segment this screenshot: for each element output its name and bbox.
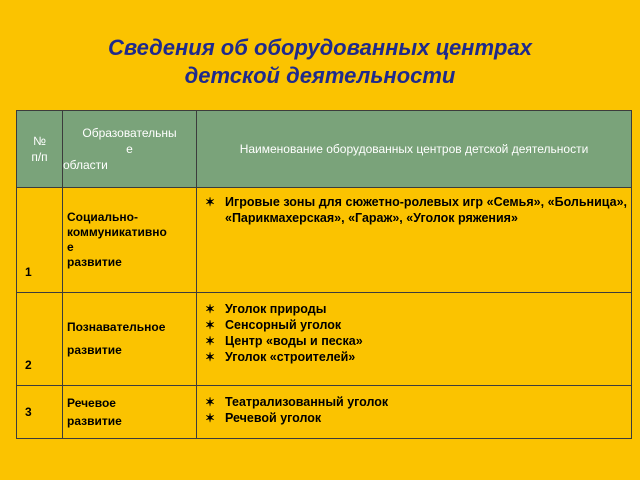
row-area <box>63 293 197 386</box>
list-item <box>201 333 627 349</box>
center-text: Уголок природы <box>225 302 327 316</box>
row-centers <box>197 386 632 439</box>
star-bullet-icon: ✶ <box>205 302 216 316</box>
slide-title-line-2: детской деятельности <box>184 63 456 88</box>
row-area-line: развитие <box>67 413 122 428</box>
row-area-line: е <box>67 240 74 254</box>
header-number <box>17 111 63 188</box>
star-bullet-icon: ✶ <box>205 350 216 364</box>
row-area-line: развитие <box>67 255 122 269</box>
slide-title-line-1: Сведения об оборудованных центрах <box>108 35 532 60</box>
header-area <box>63 111 197 188</box>
row-area-line: Познавательное <box>67 320 166 334</box>
star-bullet-icon: ✶ <box>205 318 216 332</box>
center-text: Сенсорный уголок <box>225 318 342 332</box>
star-bullet-icon: ✶ <box>205 195 216 209</box>
table-row <box>17 293 632 386</box>
row-number: 2 <box>17 293 63 386</box>
center-text: Центр «воды и песка» <box>225 334 363 348</box>
row-area-line: коммуникативно <box>67 225 167 239</box>
star-bullet-icon: ✶ <box>205 411 216 425</box>
row-number: 3 <box>17 386 63 439</box>
center-text: Уголок «строителей» <box>225 350 356 364</box>
centers-list <box>201 194 627 226</box>
star-bullet-icon: ✶ <box>205 395 216 409</box>
list-item <box>201 317 627 333</box>
list-item <box>201 194 627 226</box>
header-area-line-2: е <box>126 142 133 156</box>
table-header-row <box>17 111 632 188</box>
table-row <box>17 386 632 439</box>
row-area-line: Речевое <box>67 395 116 410</box>
star-bullet-icon: ✶ <box>205 334 216 348</box>
header-center-name: Наименование оборудованных центров детской деятельности <box>197 111 632 188</box>
row-area <box>63 386 197 439</box>
table-row <box>17 188 632 293</box>
row-area-line: Социально- <box>67 210 138 224</box>
header-number-line-2: п/п <box>31 150 48 164</box>
list-item <box>201 410 627 426</box>
list-item <box>201 394 627 410</box>
equipment-centers-table <box>16 110 632 439</box>
header-number-line-1: № <box>33 134 46 148</box>
centers-list <box>201 394 627 426</box>
slide-title <box>0 34 640 90</box>
row-centers <box>197 293 632 386</box>
row-area-line: развитие <box>67 343 122 357</box>
center-text: Речевой уголок <box>225 411 322 425</box>
center-text: Игровые зоны для сюжетно-ролевых игр «Семья», «Больница», «Парикмахерская», «Гараж», «Уголок ряжения» <box>225 195 627 225</box>
row-area <box>63 188 197 293</box>
center-text: Театрализованный уголок <box>225 395 389 409</box>
row-number: 1 <box>17 188 63 293</box>
row-centers <box>197 188 632 293</box>
list-item <box>201 301 627 317</box>
centers-list <box>201 301 627 365</box>
header-area-line-3: области <box>63 158 108 172</box>
list-item <box>201 349 627 365</box>
header-area-line-1: Образовательны <box>82 126 177 140</box>
